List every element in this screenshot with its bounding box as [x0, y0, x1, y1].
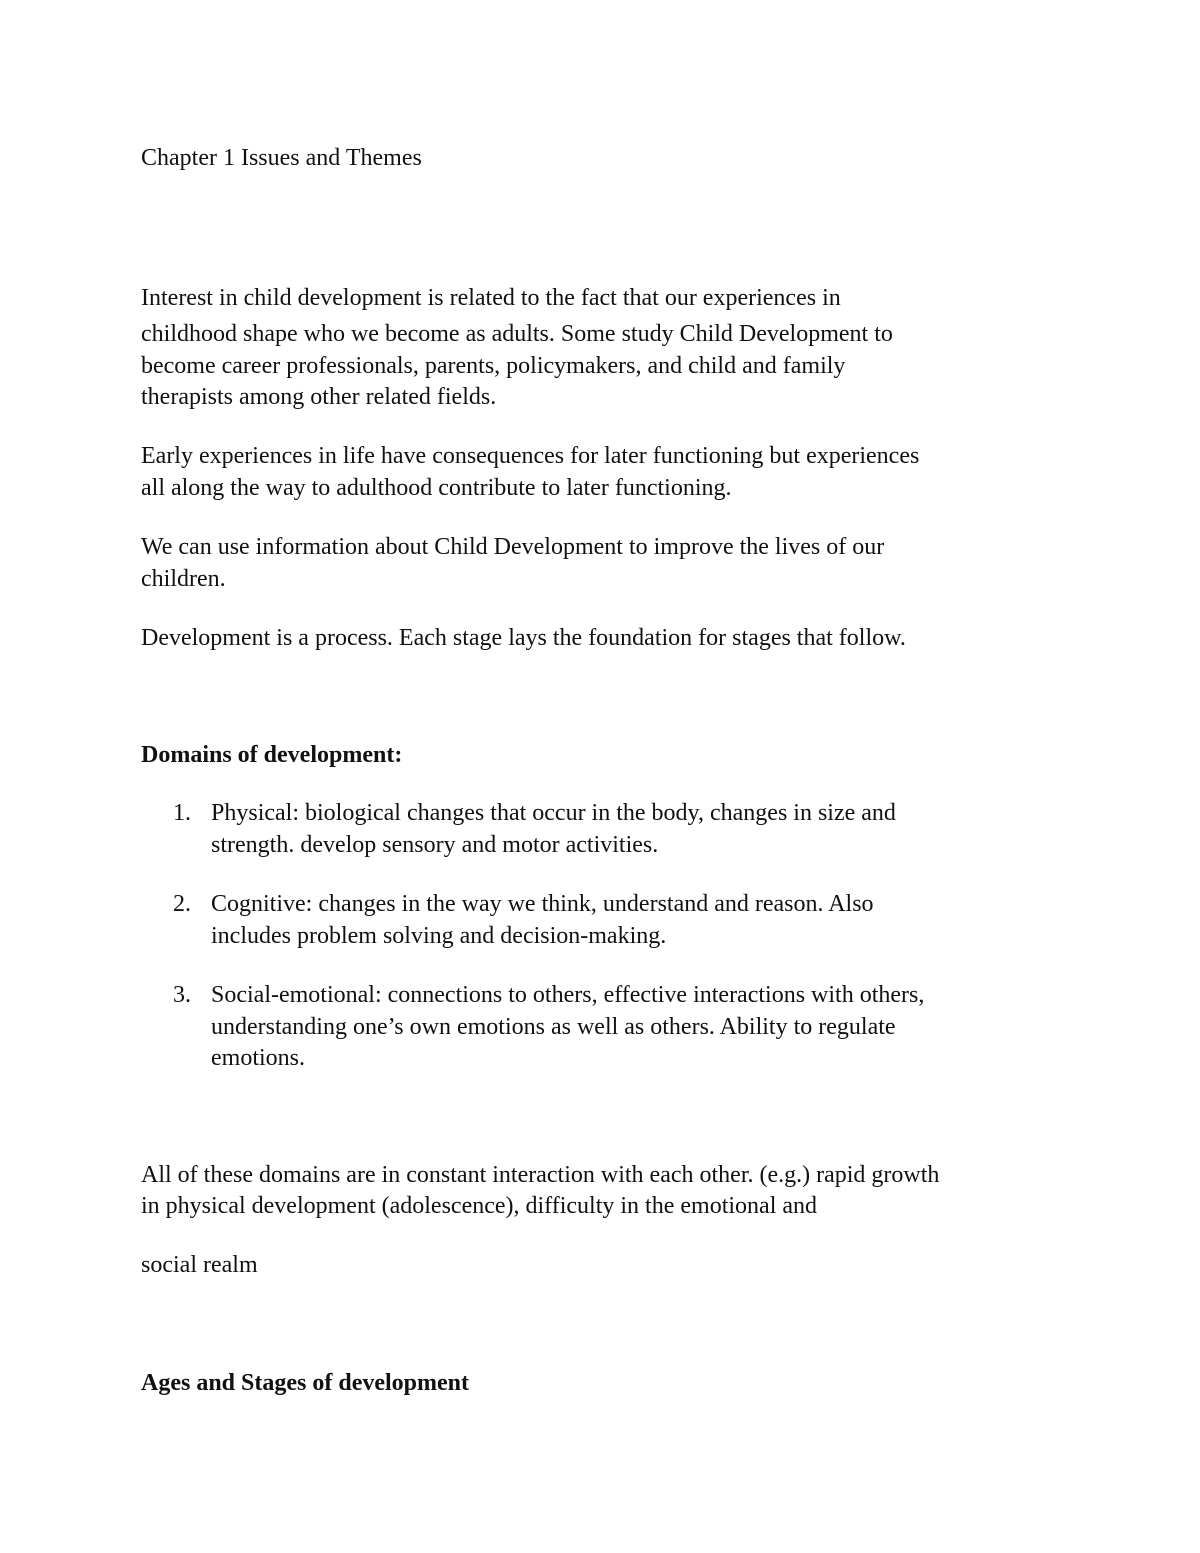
- domain-text-line: understanding one’s own emotions as well as others. Ability to regulate: [211, 1014, 896, 1040]
- paragraph-2-line-2: all along the way to adulthood contribute to later functioning.: [141, 475, 732, 501]
- interaction-paragraph-line-1: All of these domains are in constant interaction with each other. (e.g.) rapid growth: [141, 1162, 940, 1188]
- ages-stages-heading: Ages and Stages of development: [141, 1370, 469, 1396]
- paragraph-1-line-3: become career professionals, parents, policymakers, and child and family: [141, 353, 846, 379]
- interaction-paragraph-line-2: in physical development (adolescence), difficulty in the emotional and: [141, 1193, 818, 1219]
- domain-text-line: Social-emotional: connections to others, effective interactions with others,: [211, 982, 925, 1008]
- paragraph-4-line-1: Development is a process. Each stage lays the foundation for stages that follow.: [141, 625, 906, 651]
- domain-text-line: Cognitive: changes in the way we think, understand and reason. Also: [211, 891, 874, 917]
- domains-heading: Domains of development:: [141, 742, 403, 768]
- domain-text-line: includes problem solving and decision-making.: [211, 923, 667, 949]
- interaction-continuation: social realm: [141, 1252, 258, 1278]
- paragraph-3-line-1: We can use information about Child Development to improve the lives of our: [141, 534, 885, 560]
- paragraph-1-line-1: Interest in child development is related to the fact that our experiences in: [141, 285, 841, 311]
- paragraph-1-line-2: childhood shape who we become as adults. Some study Child Development to: [141, 321, 893, 347]
- paragraph-3-line-2: children.: [141, 566, 226, 592]
- domain-text-line: emotions.: [211, 1045, 305, 1071]
- paragraph-2-line-1: Early experiences in life have consequences for later functioning but experiences: [141, 443, 920, 469]
- domain-number: 2.: [173, 891, 191, 917]
- paragraph-1-line-4: therapists among other related fields.: [141, 384, 497, 410]
- domain-number: 3.: [173, 982, 191, 1008]
- domain-number: 1.: [173, 800, 191, 826]
- domain-text-line: strength. develop sensory and motor activities.: [211, 832, 659, 858]
- chapter-title: Chapter 1 Issues and Themes: [141, 145, 422, 171]
- domain-text-line: Physical: biological changes that occur in the body, changes in size and: [211, 800, 896, 826]
